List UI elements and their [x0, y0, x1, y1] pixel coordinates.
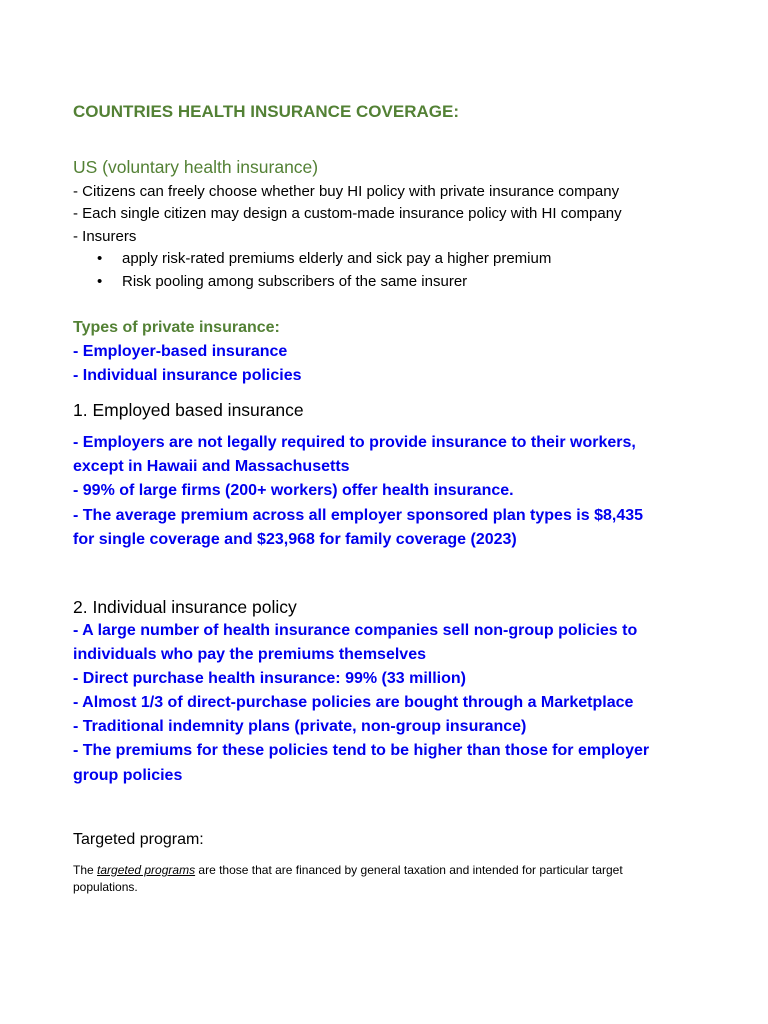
types-item: - Employer-based insurance [73, 343, 288, 360]
employed-line: - Employers are not legally required to provide insurance to their workers, [73, 434, 636, 451]
types-heading: Types of private insurance: [73, 319, 280, 336]
individual-line: - Traditional indemnity plans (private, non-group insurance) [73, 718, 527, 735]
targeted-line2: populations. [73, 880, 138, 894]
employed-line: except in Hawaii and Massachusetts [73, 458, 350, 475]
us-line: - Citizens can freely choose whether buy HI policy with private insurance company [73, 183, 620, 200]
targeted-term: targeted programs [97, 863, 196, 877]
targeted-prefix: The [73, 863, 98, 877]
employed-line: for single coverage and $23,968 for family coverage (2023) [73, 531, 517, 548]
page-title: COUNTRIES HEALTH INSURANCE COVERAGE: [73, 102, 459, 121]
us-line: - Insurers [73, 228, 137, 245]
us-heading: US (voluntary health insurance) [73, 157, 319, 177]
bullet-icon: • [97, 273, 103, 290]
individual-line: - The premiums for these policies tend to be higher than those for employer [73, 742, 650, 759]
targeted-paragraph [73, 862, 623, 879]
individual-line: individuals who pay the premiums themselves [73, 646, 426, 663]
individual-line: - Almost 1/3 of direct-purchase policies are bought through a Marketplace [73, 694, 634, 711]
us-line: - Each single citizen may design a custom-made insurance policy with HI company [73, 205, 622, 222]
individual-line: - Direct purchase health insurance: 99% (33 million) [73, 670, 466, 687]
types-item: - Individual insurance policies [73, 367, 302, 384]
bullet-text: Risk pooling among subscribers of the same insurer [122, 273, 468, 290]
individual-line: - A large number of health insurance companies sell non-group policies to [73, 622, 638, 639]
targeted-rest: are those that are financed by general taxation and intended for particular target [195, 863, 623, 877]
employed-line: - The average premium across all employer sponsored plan types is $8,435 [73, 507, 644, 524]
individual-line: group policies [73, 767, 183, 784]
employed-line: - 99% of large firms (200+ workers) offer health insurance. [73, 482, 514, 499]
bullet-text: apply risk-rated premiums elderly and sick pay a higher premium [122, 250, 552, 267]
bullet-item [97, 273, 468, 290]
individual-heading: 2. Individual insurance policy [73, 597, 297, 617]
bullet-icon: • [97, 250, 103, 267]
bullet-item [97, 250, 552, 267]
employed-heading: 1. Employed based insurance [73, 400, 304, 420]
targeted-heading: Targeted program: [73, 831, 204, 848]
